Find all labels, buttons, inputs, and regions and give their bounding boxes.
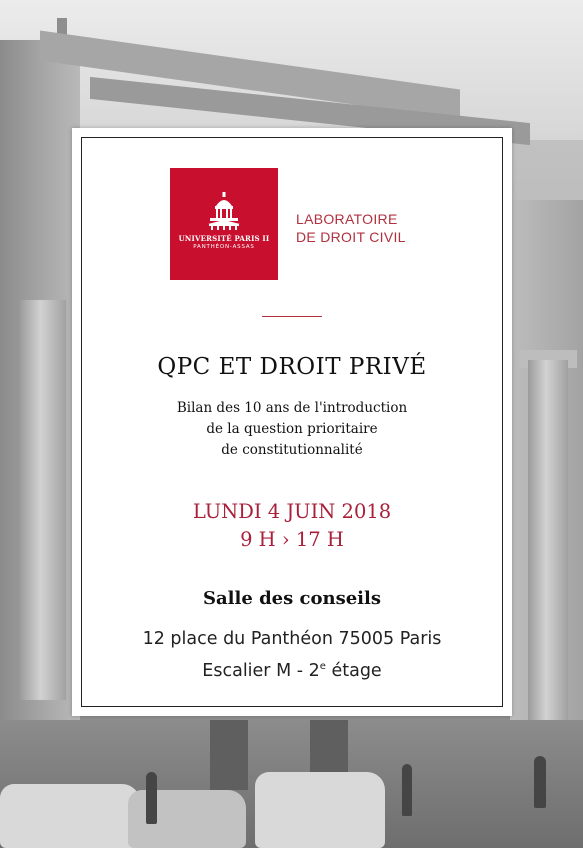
event-datetime (72, 498, 512, 554)
invitation-card (72, 128, 512, 716)
subtitle-line-3: de constitutionnalité (221, 442, 363, 458)
subtitle-line-1: Bilan des 10 ans de l'introduction (176, 400, 408, 416)
stair-prefix: Escalier M - 2 (202, 660, 320, 681)
venue-address (72, 625, 512, 685)
venue-room: Salle des conseils (203, 588, 381, 609)
university-logo (170, 168, 278, 280)
pantheon-dome-icon (206, 192, 242, 230)
laboratory-line-1: LABORATOIRE (296, 211, 398, 227)
separator-line (262, 316, 322, 317)
laboratory-name (296, 210, 406, 246)
university-subname: PANTHÉON-ASSAS (193, 244, 255, 250)
laboratory-line-2: DE DROIT CIVIL (296, 229, 406, 245)
venue-street: 12 place du Panthéon 75005 Paris (142, 629, 442, 649)
subtitle-line-2: de la question prioritaire (206, 421, 378, 437)
event-subtitle (72, 398, 512, 461)
event-title: QPC ET DROIT PRIVÉ (157, 354, 427, 380)
venue-stair (72, 653, 512, 685)
event-date: LUNDI 4 JUIN 2018 (192, 500, 392, 523)
stair-suffix: étage (325, 660, 382, 681)
event-time: 9 H › 17 H (240, 528, 344, 551)
stair-sup: e (319, 661, 326, 672)
university-name: UNIVERSITÉ PARIS II (178, 234, 270, 243)
